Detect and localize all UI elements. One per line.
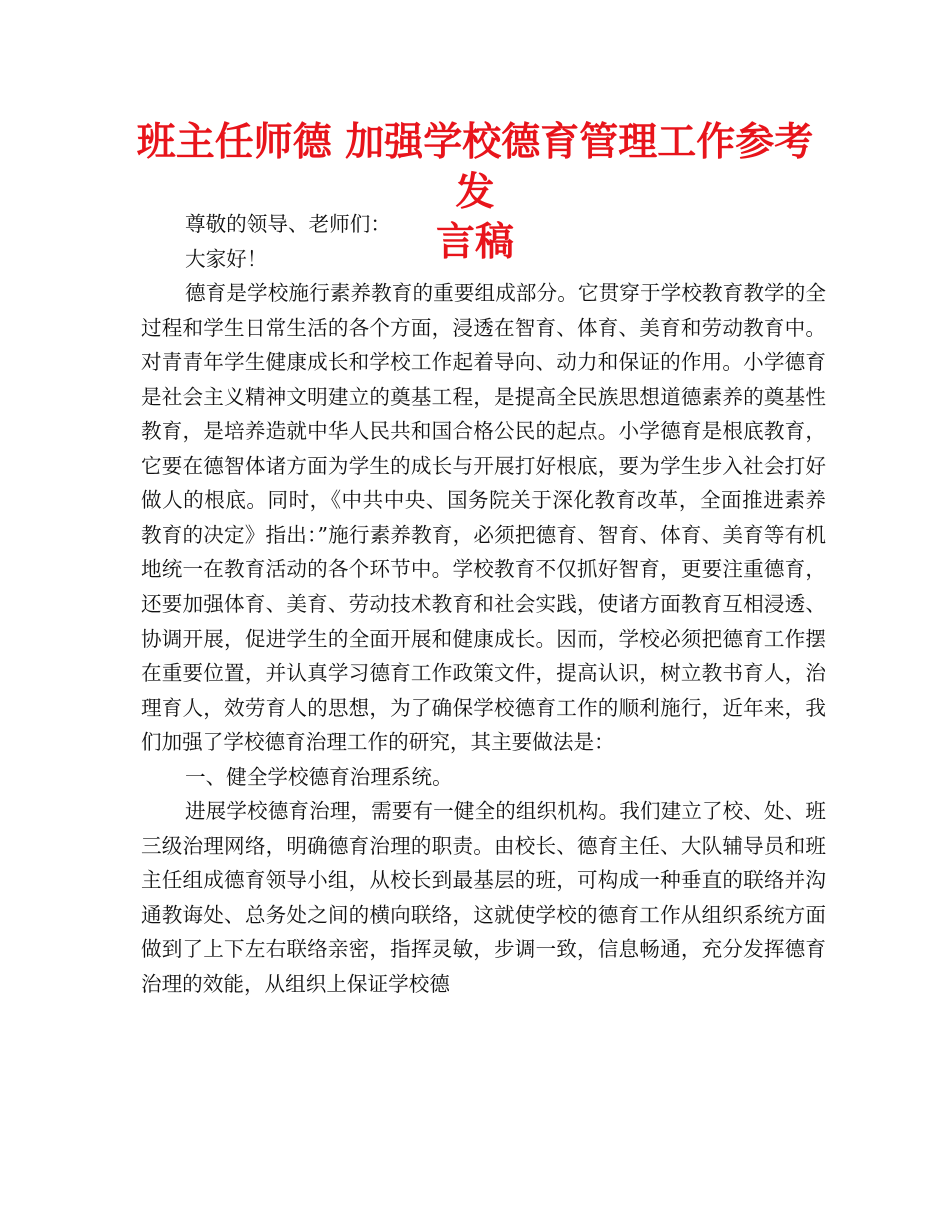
document-body (141, 207, 826, 1002)
paragraph-intro: 德育是学校施行素养教育的重要组成部分。它贯穿于学校教育教学的全过程和学生日常生活的各个方面，浸透在智育、体育、美育和劳动教育中。对青青年学生健康成长和学校工作起着导向、动力和保证的作用。小学德育是社会主义精神文明建立的奠基工程，是提高全民族思想道德素养的奠基性教育，是培养造就中华人民共和国合格公民的起点。小学德育是根底教育，它要在德智体诸方面为学生的成长与开展打好根底，要为学生步入社会打好做人的根底。同时，《中共中央、国务院关于深化教育改革，全面推进素养教育的决定》指出：”施行素养教育，必须把德育、智育、体育、美育等有机地统一在教育活动的各个环节中。学校教育不仅抓好智育，更要注重德育，还要加强体育、美育、劳动技术教育和社会实践，使诸方面教育互相浸透、协调开展，促进学生的全面开展和健康成长。因而，学校必须把德育工作摆在重要位置，并认真学习德育工作政策文件，提高认识，树立教书育人，治理育人，效劳育人的思想，为了确保学校德育工作的顺利施行，近年来，我们加强了学校德育治理工作的研究，其主要做法是： (141, 281, 826, 755)
title-line-2: 言稿 (435, 220, 514, 265)
section-heading-1: 一、健全学校德育治理系统。 (185, 764, 453, 789)
title-line-1: 班主任师德 加强学校德育管理工作参考发 (136, 120, 814, 215)
paragraph-section-1: 进展学校德育治理，需要有一健全的组织机构。我们建立了校、处、班三级治理网络，明确德育治理的职责。由校长、德育主任、大队辅导员和班主任组成德育领导小组，从校长到最基层的班，可构成一种垂直的联络并沟通教诲处、总务处之间的横向联络，这就使学校的德育工作从组织系统方面做到了上下左右联络亲密，指挥灵敏，步调一致，信息畅通，充分发挥德育治理的效能，从组织上保证学校德 (141, 799, 826, 997)
greeting: 大家好！ (185, 246, 268, 271)
salutation: 尊敬的领导、老师们： (185, 212, 391, 236)
